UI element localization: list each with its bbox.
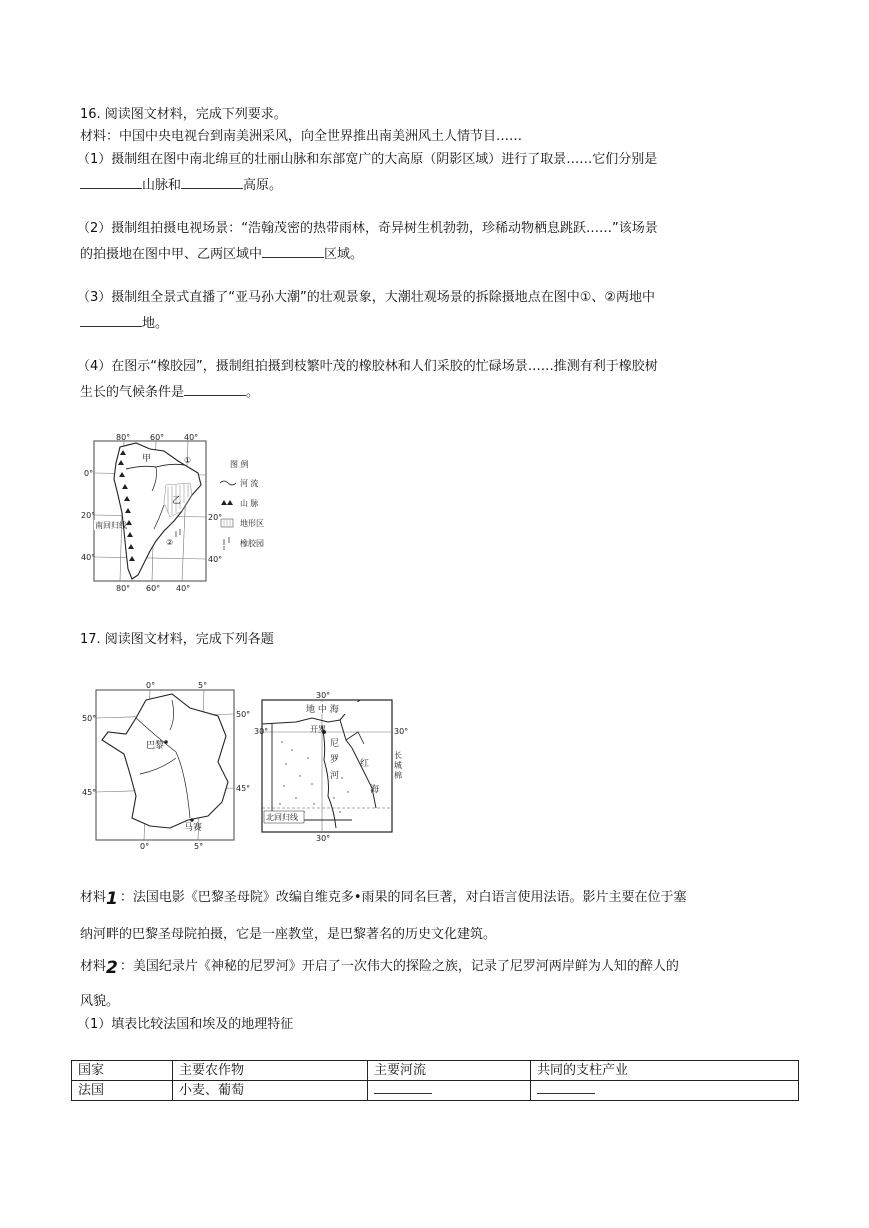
table-header-row <box>72 1061 799 1081</box>
region-yi-label: 乙 <box>172 496 182 506</box>
q16-part4-line1: （4）在图示“橡胶园”，摄制组拍摄到枝繁叶茂的橡胶林和人们采胶的忙碌场景……推测有利于橡胶树 <box>77 359 658 374</box>
nile-label-1: 尼 <box>330 739 340 749</box>
answer-blank[interactable] <box>80 313 142 327</box>
marker-2: ② <box>166 538 174 547</box>
q16-title: 16. 阅读图文材料，完成下列要求。 <box>80 107 287 122</box>
q16-part4-line2: 生长的气候条件是 。 <box>80 382 259 402</box>
tropic-cancer-label: 北回归线 <box>266 813 298 822</box>
nile-label-2: 罗 <box>330 755 340 765</box>
lon-label: 30° <box>316 691 331 700</box>
egypt-map <box>254 688 409 843</box>
q17-part1: （1）填表比较法国和埃及的地理特征 <box>77 1017 294 1032</box>
lon-label: 0° <box>140 842 150 851</box>
lat-label: 40° <box>208 555 223 564</box>
q16-part2-line2: 的拍摄地在图中甲、乙两区域中 区域。 <box>80 244 363 264</box>
lat-label: 0° <box>84 469 94 478</box>
lon-label: 5° <box>198 681 208 690</box>
region-jia-label: 甲 <box>142 454 152 464</box>
lon-label: 80° <box>116 584 131 593</box>
cairo-label: 开罗 <box>310 725 326 734</box>
marseille-label: 马赛 <box>184 823 203 833</box>
legend-rubber: 橡胶园 <box>240 539 264 548</box>
mediterranean-label: 地 中 海 <box>306 705 339 715</box>
legend-title: 图 例 <box>230 460 249 469</box>
q16-part3-line1: （3）摄制组全景式直播了“亚马孙大潮”的壮观景象，大潮壮观场景的拆除摄地点在图中①、②两地中 <box>77 290 656 305</box>
lat-label: 40° <box>81 553 96 562</box>
q16-part1-line2: 山脉和 高原。 <box>80 175 282 195</box>
material-2-line1: 材料2 ：美国纪录片《神秘的尼罗河》开启了一次伟大的探险之族，记录了尼罗河两岸鲜为人知的醉人的 <box>80 958 679 978</box>
lon-label: 0° <box>146 681 156 690</box>
table-row <box>72 1081 799 1101</box>
tropic-capricorn-label: 南回归线 <box>95 521 127 530</box>
lon-label: 30° <box>316 834 331 843</box>
table-cell <box>531 1081 799 1101</box>
comparison-table <box>71 1060 799 1101</box>
answer-blank[interactable] <box>184 382 246 396</box>
q16-part3-line2: 地。 <box>80 313 168 333</box>
answer-blank[interactable] <box>262 244 324 258</box>
south-america-map <box>80 433 270 595</box>
q16-part2-line1: （2）摄制组拍摄电视场景：“浩翰茂密的热带雨林，奇异树生机勃勃，珍稀动物栖息跳跃……”该场景 <box>77 221 658 236</box>
answer-blank[interactable] <box>537 1081 595 1094</box>
lon-label: 40° <box>184 433 199 442</box>
q16-material: 材料：中国中央电视台到南美洲采风，向全世界推出南美洲风土人情节目…… <box>80 129 523 144</box>
lat-label: 50° <box>82 714 97 723</box>
lat-label: 45° <box>82 788 97 797</box>
lat-label: 20° <box>81 511 96 520</box>
france-map <box>80 678 250 850</box>
dam-label-3: 棉 <box>394 771 402 780</box>
table-cell: 法国 <box>72 1081 173 1101</box>
lat-label: 20° <box>208 513 223 522</box>
q16-part1-line1: （1）摄制组在图中南北绵亘的壮丽山脉和东部宽广的大高原（阴影区域）进行了取景……它们分别是 <box>77 152 658 167</box>
answer-blank[interactable] <box>80 175 142 189</box>
answer-blank[interactable] <box>181 175 243 189</box>
map-legend <box>220 459 264 550</box>
table-cell: 小麦、葡萄 <box>173 1081 368 1101</box>
lon-label: 5° <box>194 842 204 851</box>
material-1-line1: 材料1 ：法国电影《巴黎圣母院》改编自维克多•雨果的同名巨著，对白语言使用法语。影片主要在位于塞 <box>80 889 687 909</box>
nile-label-3: 河 <box>330 771 340 781</box>
dam-label-1: 长 <box>394 751 402 760</box>
table-header: 国家 <box>72 1061 173 1081</box>
lat-label: 30° <box>254 727 269 736</box>
lat-label: 45° <box>236 784 251 793</box>
table-header: 主要农作物 <box>173 1061 368 1081</box>
answer-blank[interactable] <box>374 1081 432 1094</box>
paris-label: 巴黎 <box>146 741 165 751</box>
legend-terrain: 地形区 <box>240 519 264 528</box>
lon-label: 60° <box>150 433 165 442</box>
lon-label: 80° <box>116 433 131 442</box>
lat-label: 30° <box>394 727 409 736</box>
legend-river: 河 流 <box>240 479 259 488</box>
table-header: 共同的支柱产业 <box>531 1061 799 1081</box>
marker-1: ① <box>184 456 192 465</box>
red-sea-label-2: 海 <box>370 785 380 795</box>
table-header: 主要河流 <box>368 1061 531 1081</box>
lon-label: 40° <box>176 584 191 593</box>
material-2-line2: 风貌。 <box>80 994 120 1009</box>
lon-label: 60° <box>146 584 161 593</box>
red-sea-label-1: 红 <box>360 759 370 769</box>
material-1-line2: 纳河畔的巴黎圣母院拍摄，它是一座教堂，是巴黎著名的历史文化建筑。 <box>80 927 497 942</box>
table-cell <box>368 1081 531 1101</box>
dam-label-2: 城 <box>394 761 402 770</box>
q17-title: 17. 阅读图文材料，完成下列各题 <box>80 632 274 647</box>
lat-label: 50° <box>236 710 251 719</box>
legend-mountain: 山 脉 <box>240 499 259 508</box>
